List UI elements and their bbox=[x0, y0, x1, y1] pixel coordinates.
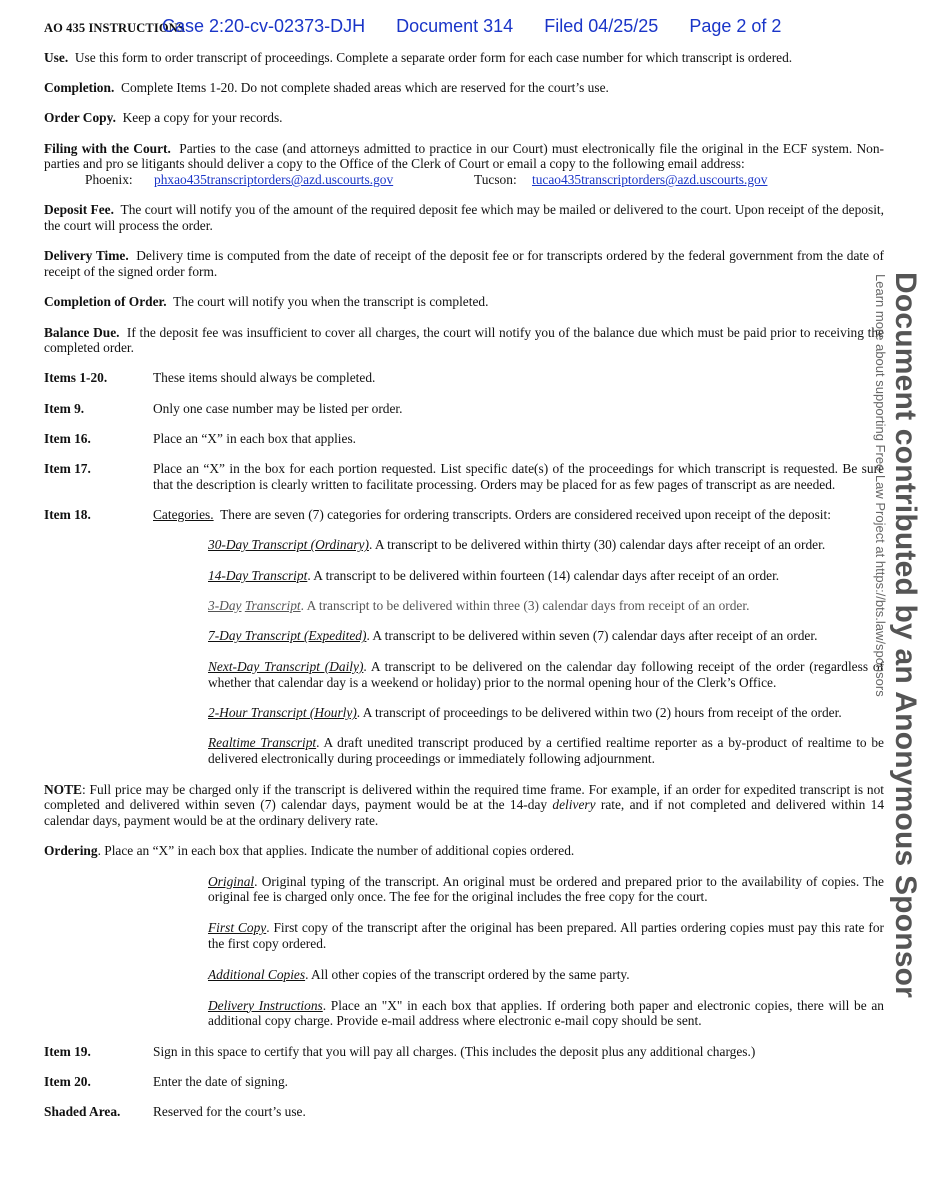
shaded-area-text: Reserved for the court’s use. bbox=[153, 1104, 306, 1120]
filing-text: Parties to the case (and attorneys admitted to practice in our Court) must electronically file the original in the ECF system. Non-parties and pro se litigants should deliver a copy to the Office of the Clerk of Court or email a copy to the following email address: bbox=[44, 140, 884, 172]
items-1-20-row bbox=[44, 370, 884, 386]
category-14-day bbox=[208, 568, 884, 584]
ordering-additional-copies-text: . All other copies of the transcript ordered by the same party. bbox=[305, 966, 630, 982]
form-title: AO 435 INSTRUCTIONS bbox=[44, 21, 185, 35]
email-addresses bbox=[44, 172, 884, 188]
completion-paragraph bbox=[44, 80, 884, 96]
order-copy-label: Order Copy. bbox=[44, 110, 116, 126]
category-7-day-name: 7-Day Transcript (Expedited) bbox=[208, 628, 367, 644]
item-9-row bbox=[44, 401, 884, 417]
categories-intro: There are seven (7) categories for ordering transcripts. Orders are considered received upon receipt of the deposit: bbox=[220, 507, 831, 523]
item-20-label: Item 20. bbox=[44, 1074, 91, 1090]
document-number: Document 314 bbox=[396, 16, 514, 36]
ordering-label: Ordering bbox=[44, 843, 98, 859]
completion-of-order-label: Completion of Order. bbox=[44, 294, 167, 310]
note-text-a: : Full price may be charged only if the transcript is delivered within the required time frame. For example, if an order for expedited transcript is not completed and delivered within seven (7) calendar days, payment would be at the 14-day bbox=[44, 781, 884, 813]
order-copy-text: Keep a copy for your records. bbox=[122, 110, 283, 126]
note-emphasis: delivery bbox=[552, 797, 596, 813]
item-9-label: Item 9. bbox=[44, 400, 85, 416]
item-19-row bbox=[44, 1044, 884, 1060]
category-30-day bbox=[208, 537, 884, 553]
case-number: Case 2:20-cv-02373-DJH bbox=[162, 16, 366, 36]
category-14-day-text: . A transcript to be delivered within fourteen (14) calendar days after receipt of an order. bbox=[307, 567, 780, 583]
sponsor-watermark bbox=[848, 272, 928, 999]
delivery-time-paragraph bbox=[44, 248, 884, 280]
category-30-day-text: . A transcript to be delivered within thirty (30) calendar days after receipt of an order. bbox=[368, 537, 826, 553]
instructions-body bbox=[44, 50, 884, 1135]
ordering-first-copy-name: First Copy bbox=[208, 920, 267, 936]
delivery-time-text: Delivery time is computed from the date of receipt of the deposit fee or for transcripts ordered by the federal government from the date of receipt of the signed order form. bbox=[44, 248, 885, 280]
completion-of-order-text: The court will notify you when the transcript is completed. bbox=[173, 294, 489, 310]
ordering-additional-copies-name: Additional Copies bbox=[208, 966, 306, 982]
ordering-additional-copies bbox=[208, 967, 884, 983]
filing-label: Filing with the Court. bbox=[44, 140, 171, 156]
item-9-text: Only one case number may be listed per order. bbox=[153, 400, 403, 416]
ordering-first-copy bbox=[208, 920, 884, 952]
category-30-day-name: 30-Day Transcript (Ordinary) bbox=[208, 537, 369, 553]
ordering-delivery-instructions bbox=[208, 998, 884, 1030]
items-1-20-text: These items should always be completed. bbox=[153, 370, 376, 386]
item-16-label: Item 16. bbox=[44, 430, 91, 446]
item-17-text: Place an “X” in the box for each portion requested. List specific date(s) of the proceedings for which transcript is requested. Be sure that the description is clearly written to facilitate processing. Orders may be placed for as few pages of transcript as are needed. bbox=[153, 461, 884, 492]
item-19-text: Sign in this space to certify that you will pay all charges. (This includes the deposit plus any additional charges.) bbox=[153, 1044, 756, 1060]
item-18-text bbox=[153, 507, 884, 523]
category-next-day bbox=[208, 659, 884, 691]
ordering-original bbox=[208, 874, 884, 906]
note-paragraph bbox=[44, 782, 884, 829]
court-filing-stamp bbox=[162, 16, 807, 37]
phoenix-label: Phoenix: bbox=[85, 172, 133, 188]
item-18-label: Item 18. bbox=[44, 507, 91, 523]
category-3-day-name-a: 3-Day bbox=[208, 598, 242, 613]
ordering-text: . Place an “X” in each box that applies. Indicate the number of additional copies ordered. bbox=[97, 843, 575, 859]
item-20-row bbox=[44, 1074, 884, 1090]
balance-due-text: If the deposit fee was insufficient to cover all charges, the court will notify you of the balance due which must be paid prior to receiving the completed order. bbox=[44, 324, 884, 356]
tucson-label: Tucson: bbox=[474, 172, 517, 188]
category-next-day-name: Next-Day Transcript (Daily) bbox=[208, 658, 364, 674]
item-20-text: Enter the date of signing. bbox=[153, 1074, 288, 1090]
category-realtime-text: . A draft unedited transcript produced by a certified realtime reporter as a by-product of realtime to be delivered electronically during proceedings or immediately following adjournment. bbox=[208, 735, 884, 767]
shaded-area-label: Shaded Area. bbox=[44, 1104, 121, 1120]
category-7-day bbox=[208, 628, 884, 644]
ordering-delivery-instructions-name: Delivery Instructions bbox=[208, 997, 323, 1013]
order-copy-paragraph bbox=[44, 110, 884, 126]
use-text: Use this form to order transcript of proceedings. Complete a separate order form for each case number for which transcript is ordered. bbox=[74, 50, 793, 65]
ordering-paragraph bbox=[44, 843, 884, 859]
deposit-fee-label: Deposit Fee. bbox=[44, 202, 114, 218]
completion-text: Complete Items 1-20. Do not complete shaded areas which are reserved for the court’s use. bbox=[121, 80, 609, 96]
item-19-label: Item 19. bbox=[44, 1044, 91, 1060]
watermark-subtitle: Learn more about supporting Free Law Project at https://bts.law/sponsors bbox=[873, 274, 888, 697]
category-3-day-text: . A transcript to be delivered within three (3) calendar days from receipt of an order. bbox=[300, 598, 750, 613]
balance-due-label: Balance Due. bbox=[44, 324, 120, 340]
ordering-original-text: . Original typing of the transcript. An original must be ordered and prepared prior to the availability of copies. The original fee is charged only once. The fee for the original includes the free copy for the court. bbox=[208, 873, 884, 905]
item-17-label: Item 17. bbox=[44, 461, 91, 477]
category-realtime-name: Realtime Transcript bbox=[208, 735, 317, 751]
completion-label: Completion. bbox=[44, 80, 115, 96]
category-realtime bbox=[208, 735, 884, 767]
filed-date: Filed 04/25/25 bbox=[544, 16, 659, 36]
items-1-20-label: Items 1-20. bbox=[44, 370, 108, 386]
category-14-day-name: 14-Day Transcript bbox=[208, 567, 308, 583]
category-2-hour bbox=[208, 705, 884, 721]
categories-label: Categories. bbox=[153, 507, 214, 523]
item-17-row bbox=[44, 461, 884, 493]
tucson-email-link[interactable]: tucao435transcriptorders@azd.uscourts.gov bbox=[532, 172, 768, 188]
completion-of-order-paragraph bbox=[44, 294, 884, 310]
deposit-fee-text: The court will notify you of the amount of the required deposit fee which may be mailed or delivered to the court. Upon receipt of the deposit, the court will process the order. bbox=[44, 202, 884, 234]
balance-due-paragraph bbox=[44, 325, 884, 357]
ordering-first-copy-text: . First copy of the transcript after the original has been prepared. All parties ordering copies must pay this rate for the first copy ordered. bbox=[208, 920, 884, 951]
ordering-original-name: Original bbox=[208, 873, 255, 889]
note-label: NOTE bbox=[44, 781, 82, 797]
watermark-title: Document contributed by an Anonymous Sponsor bbox=[889, 272, 922, 999]
deposit-fee-paragraph bbox=[44, 202, 884, 234]
delivery-time-label: Delivery Time. bbox=[44, 248, 129, 264]
use-label: Use. bbox=[44, 50, 69, 65]
page-indicator: Page 2 of 2 bbox=[689, 16, 782, 36]
note-text-b: rate, and if not completed and delivered within 14 calendar days, payment would be at the ordinary delivery rate. bbox=[44, 797, 885, 829]
shaded-area-row bbox=[44, 1104, 884, 1120]
category-2-hour-name: 2-Hour Transcript (Hourly) bbox=[208, 704, 357, 720]
item-16-text: Place an “X” in each box that applies. bbox=[153, 430, 357, 446]
category-7-day-text: . A transcript to be delivered within seven (7) calendar days after receipt of an order. bbox=[366, 628, 818, 644]
phoenix-email-link[interactable]: phxao435transcriptorders@azd.uscourts.gov bbox=[154, 172, 394, 188]
filing-paragraph bbox=[44, 141, 884, 188]
category-3-day-name-b: Transcript bbox=[244, 598, 301, 613]
item-16-row bbox=[44, 431, 884, 447]
category-2-hour-text: . A transcript of proceedings to be delivered within two (2) hours from receipt of the order. bbox=[356, 704, 842, 720]
ordering-delivery-instructions-text: . Place an "X" in each box that applies. If ordering both paper and electronic copies, there will be an additional copy charge. Provide e-mail address where electronic e-mail copy should be sent. bbox=[208, 997, 885, 1029]
item-18-row bbox=[44, 507, 884, 523]
use-paragraph bbox=[44, 50, 884, 66]
category-next-day-text: . A transcript to be delivered on the calendar day following receipt of the order (regardless of whether that calendar day is a weekend or holiday) prior to the normal opening hour of the Clerk’s Office. bbox=[208, 658, 884, 690]
category-3-day bbox=[208, 598, 884, 614]
